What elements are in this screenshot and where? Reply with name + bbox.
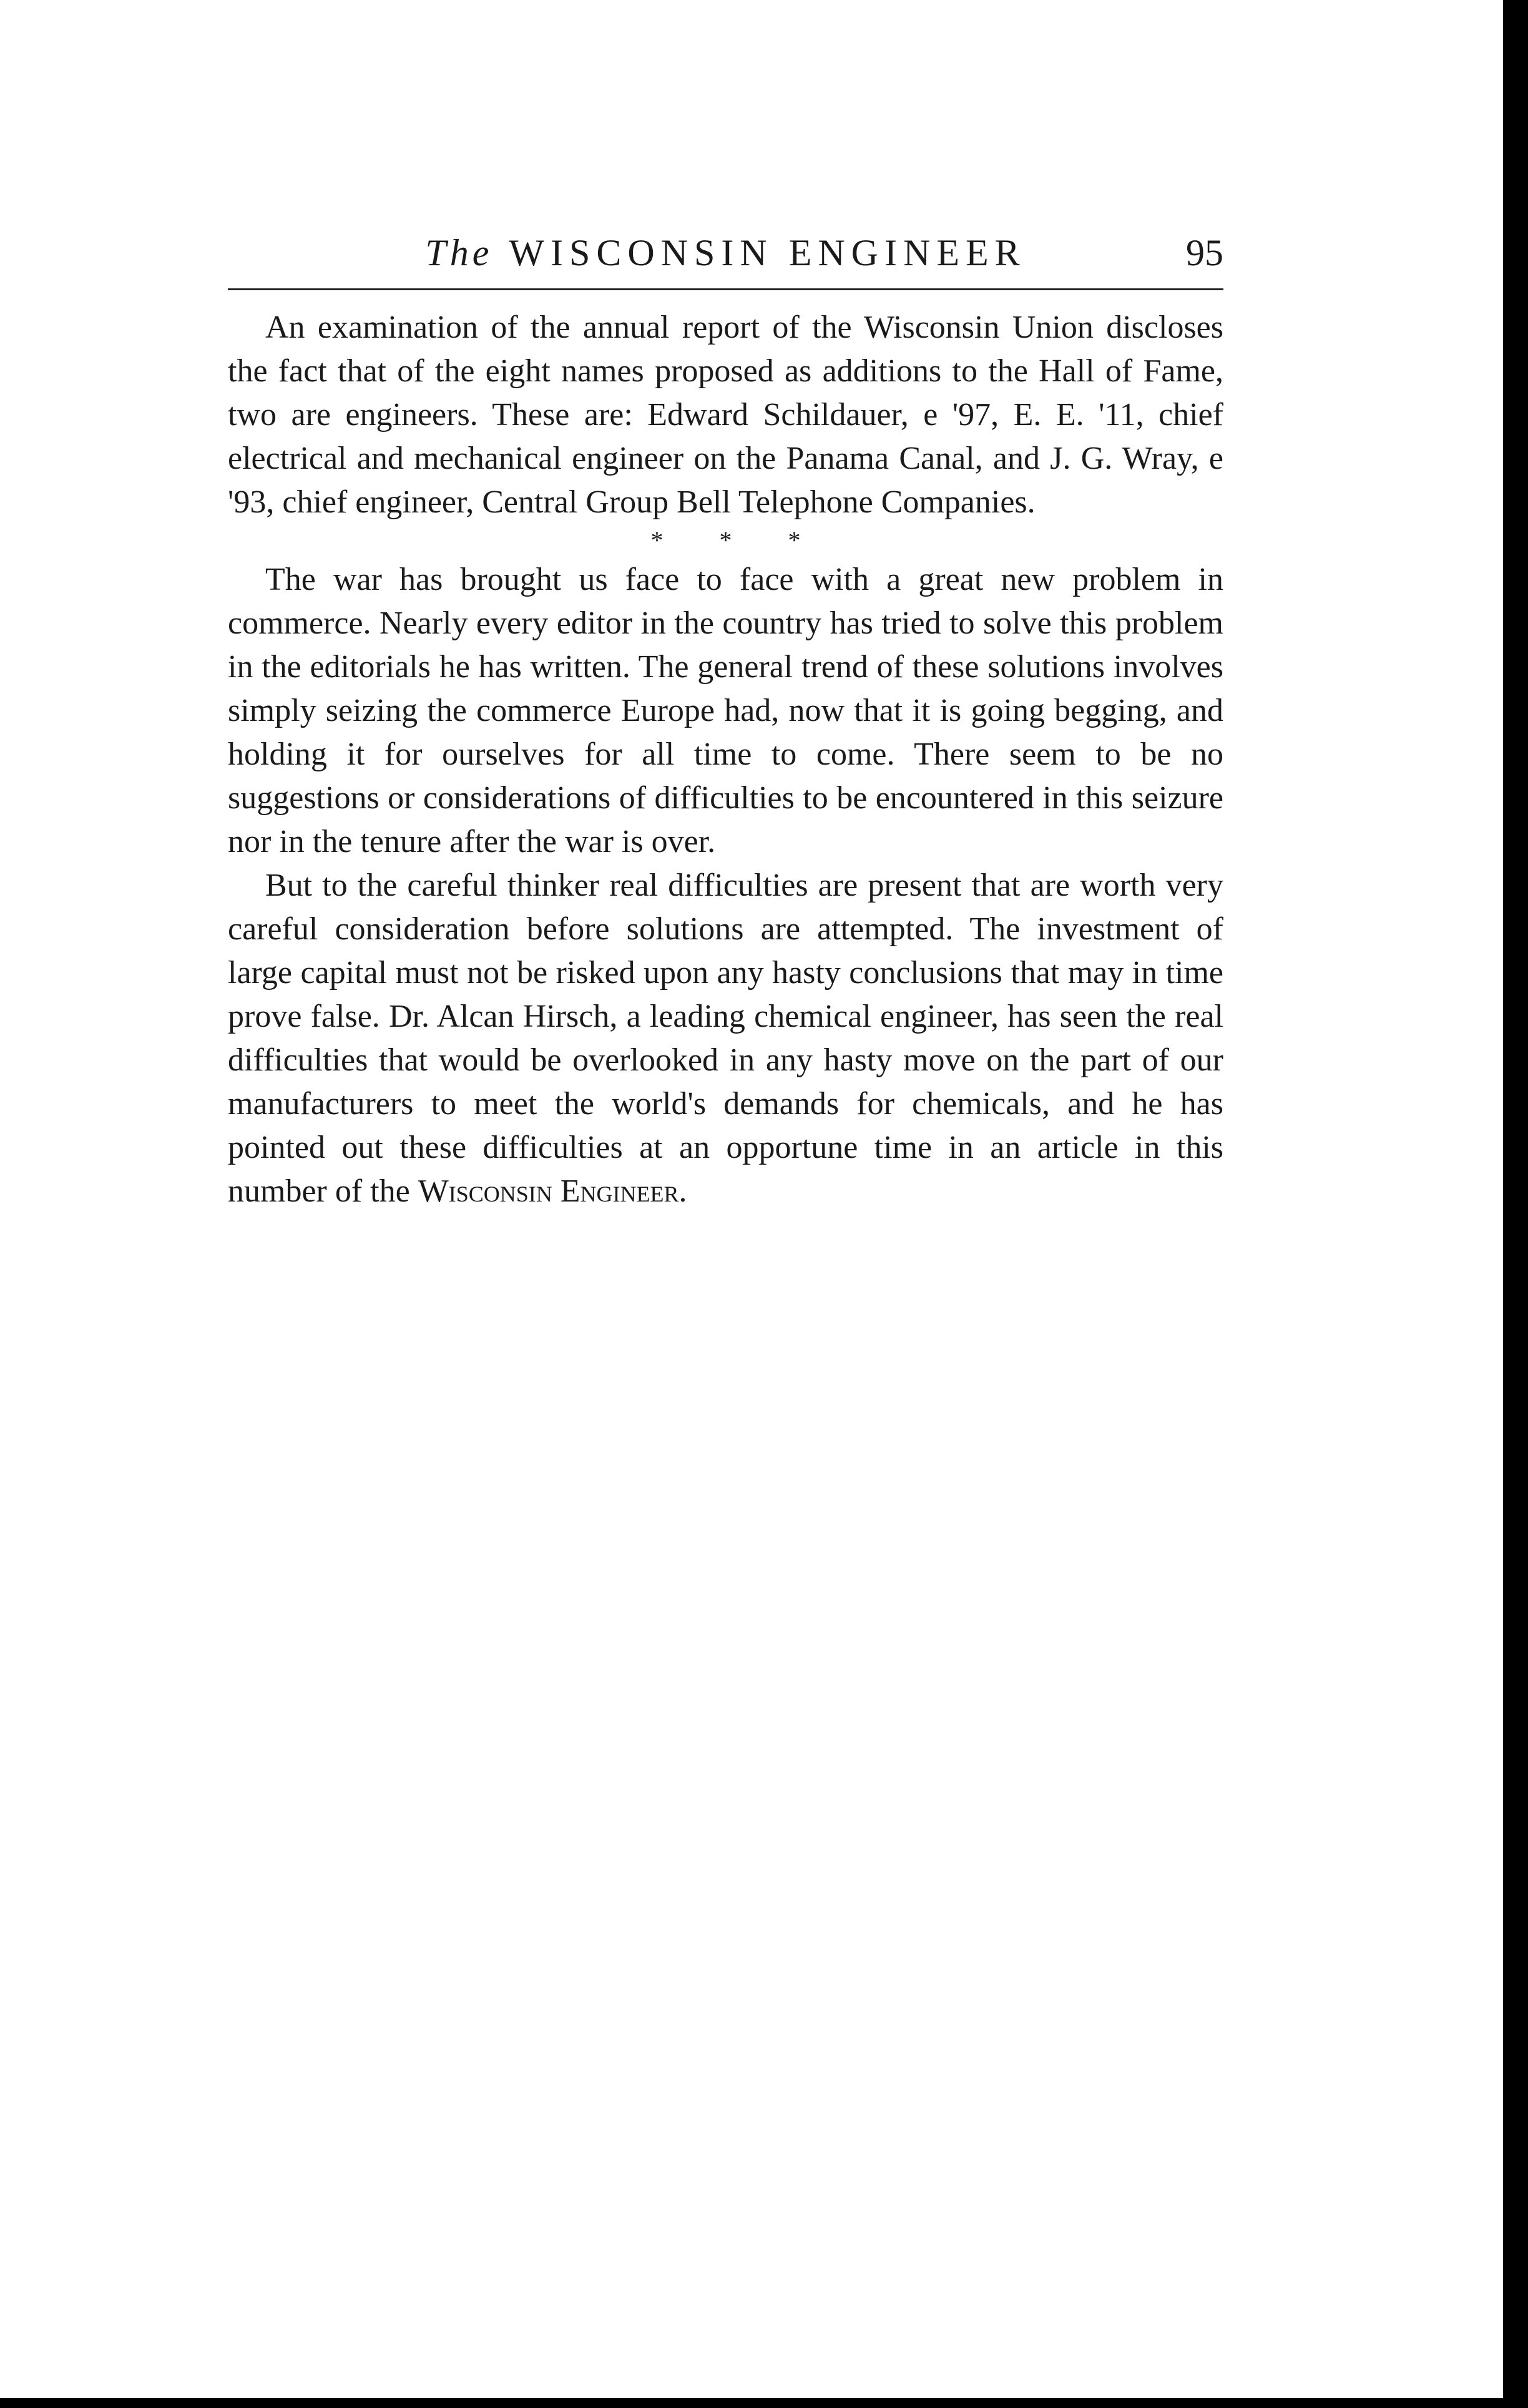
header-rule	[228, 288, 1223, 290]
journal-title-name: WISCONSIN ENGINEER	[509, 232, 1026, 273]
running-head	[228, 225, 1223, 281]
journal-name-reference: Wisconsin Engineer	[418, 1173, 679, 1209]
scan-border-right	[1503, 0, 1528, 2408]
page-number: 95	[1186, 232, 1223, 273]
paragraph-careful-thinker-text: But to the careful thinker real difficulties are present that are worth very careful consideration before solutions are attempted. The investment of large capital must not be risked upon any hasty conclusions that may in time prove false. Dr. Alcan Hirsch, a leading chemical engineer, has seen the real difficulties that would be overlooked in any hasty move on the part of our manufacturers to meet the world's demands for chemicals, and he has pointed out these difficulties at an opportune time in an article in this number of the	[228, 868, 1223, 1209]
article-body	[228, 306, 1223, 1213]
journal-title-article: The	[425, 232, 493, 273]
scan-border-bottom	[0, 2398, 1528, 2408]
section-separator: * * *	[650, 526, 826, 554]
paragraph-hall-of-fame: An examination of the annual report of the Wisconsin Union discloses the fact that of the eight names proposed as additions to the Hall of Fame, two are engineers. These are: Edward Schildauer, e '97, E. E. '11, chief electrical and mechanical engineer on the Panama Canal, and J. G. Wray, e '93, chief engineer, Central Group Bell Telephone Companies.	[228, 310, 1223, 520]
journal-title	[228, 225, 1223, 281]
paragraph-war-commerce: The war has brought us face to face with a great new problem in commerce. Nearly every editor in the country has tried to solve this problem in the editorials he has written. The general trend of these solutions involves simply seizing the commerce Europe had, now that it is going begging, and holding it for ourselves for all time to come. There seem to be no suggestions or considerations of difficulties to be encountered in this seizure nor in the tenure after the war is over.	[228, 562, 1223, 859]
paragraph-end-punctuation: .	[678, 1173, 687, 1209]
paragraph-careful-thinker	[228, 864, 1223, 1213]
